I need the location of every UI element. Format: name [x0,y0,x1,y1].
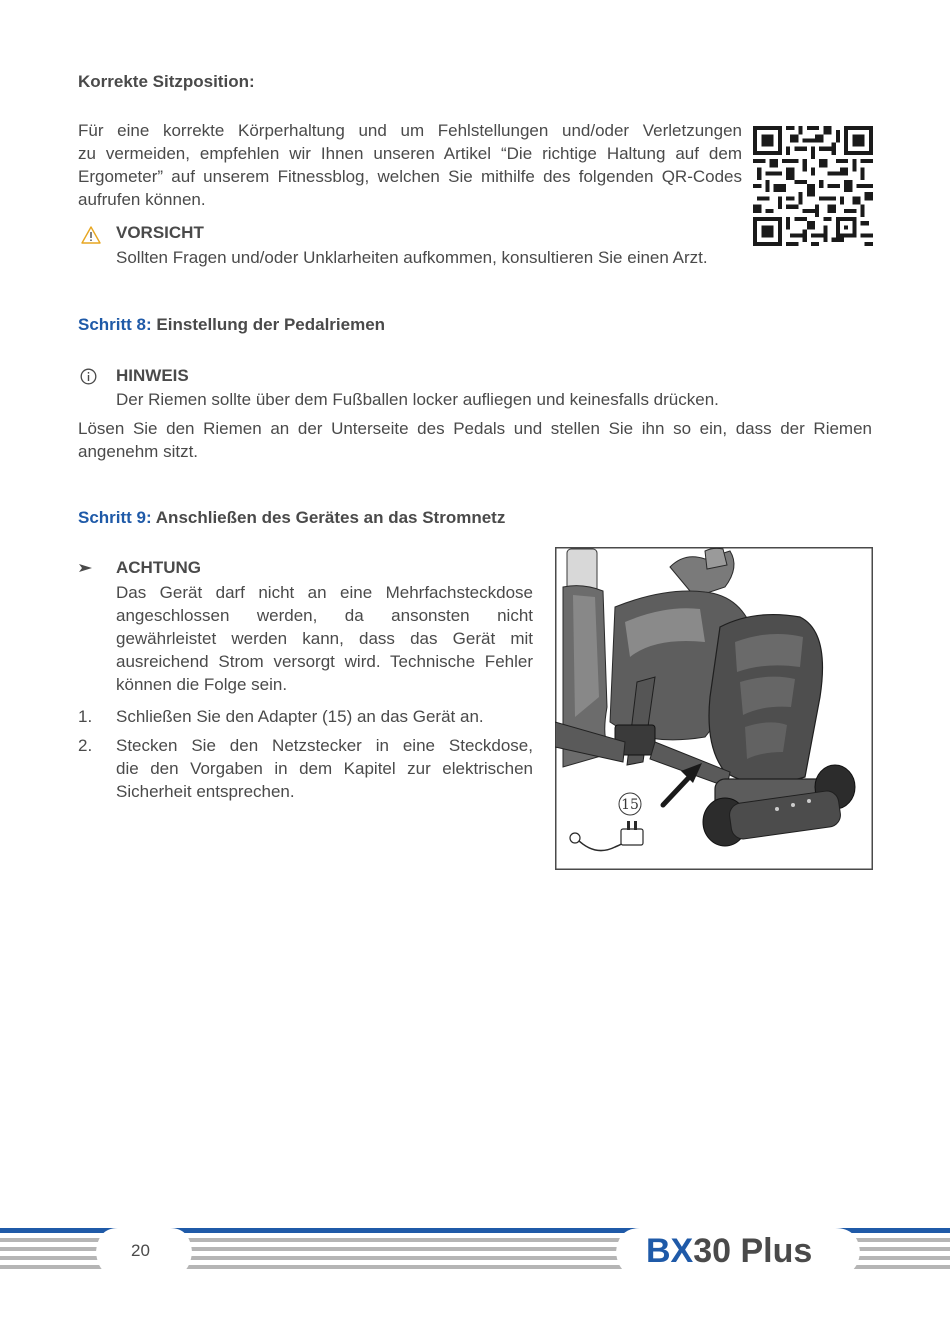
bike-adapter-illustration [555,547,873,870]
hint-title: HINWEIS [116,366,189,385]
para-line: angeschlossen werden, da ansonsten nicht [116,606,533,625]
step8-title: Einstellung der Pedalriemen [156,315,386,334]
info-circle-icon [80,368,97,385]
list-item [116,705,533,728]
brand-prefix: BX [646,1232,694,1270]
figure-label: 15 [621,797,639,813]
list-item-num: 2. [78,736,93,755]
attention-title: ACHTUNG [116,558,201,577]
step9-number: Schritt 9: [78,508,152,527]
brand-logo [646,1229,812,1273]
para-line: Lösen Sie den Riemen an der Unterseite des Pedals und stellen Sie ihn so ein, dass der Riemen [78,419,872,438]
para-line: Sicherheit entsprechen. [116,782,295,801]
para-line: Schließen Sie den Adapter (15) an das Gerät an. [116,707,484,726]
para-line: Stecken Sie den Netzstecker in eine Steckdose, [116,736,533,755]
step9-title: Anschließen des Gerätes an das Stromnetz [155,508,506,527]
para-line: die den Vorgaben in dem Kapitel zur elektrischen [116,759,533,778]
para-line: können die Folge sein. [116,675,288,694]
para-line: Für eine korrekte Körperhaltung und um Fehlstellungen und/oder Verletzungen [78,121,742,140]
step8-number: Schritt 8: [78,315,152,334]
para-line: Ergometer” auf unserem Fitnessblog, welchen Sie mithilfe des folgenden QR-Codes [78,167,742,186]
step8-body [78,417,872,463]
qr-code-image[interactable] [752,126,874,246]
para-line: angenehm sitzt. [78,442,199,461]
brand-suffix: 30 Plus [693,1232,813,1270]
step8-heading [78,315,385,335]
para-line: aufrufen können. [78,190,206,209]
caution-text: Sollten Fragen und/oder Unklarheiten aufkommen, konsultieren Sie einen Arzt. [116,248,708,267]
caution-title: VORSICHT [116,223,204,242]
warning-triangle-icon [81,226,101,244]
list-item [116,734,533,803]
para-line: gewährleistet werden kann, dass das Gerät mit [116,629,533,648]
para-line: ausreichend Strom versorgt wird. Technische Fehler [116,652,533,671]
step9-heading [78,508,505,528]
hint-text: Der Riemen sollte über dem Fußballen locker aufliegen und keinesfalls drücken. [116,390,719,409]
page-number: 20 [131,1241,150,1260]
section-title-sitzposition: Korrekte Sitzposition: [78,72,255,91]
para-line: Das Gerät darf nicht an eine Mehrfachsteckdose [116,583,533,602]
sitzposition-paragraph [78,119,742,211]
para-line: zu vermeiden, empfehlen wir Ihnen unseren Artikel “Die richtige Haltung auf dem [78,144,742,163]
arrow-right-icon [79,563,93,573]
list-item-num: 1. [78,707,93,726]
attention-text [116,581,533,696]
